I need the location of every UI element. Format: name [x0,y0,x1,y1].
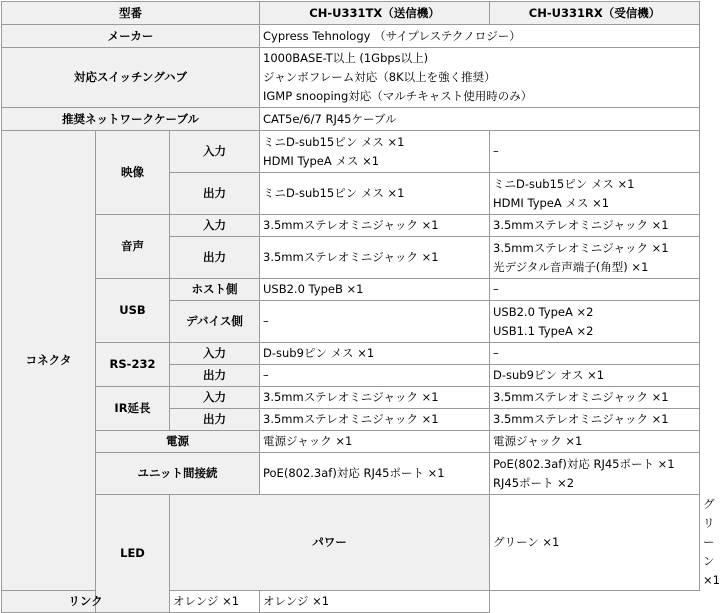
ir-input-row [2,387,700,409]
audio-input-label: 入力 [170,215,260,237]
tx-model-header: CH-U331TX（送信機） [260,2,490,25]
usb-host-tx: USB2.0 TypeB ×1 [260,279,490,301]
cable-label: 推奨ネットワークケーブル [2,108,260,131]
ir-output-rx: 3.5mmステレオミニジャック ×1 [490,409,700,431]
usb-device-label: デバイス側 [170,301,260,343]
video-output-rx-line: ミニD-sub15ピン メス ×1 [493,176,635,191]
rs232-input-label: 入力 [170,343,260,365]
unit-link-row [2,453,700,495]
led-link-label: リンク [2,591,170,613]
connector-label: コネクタ [2,131,96,591]
rs232-input-row [2,343,700,365]
video-output-rx [490,173,700,215]
audio-output-rx [490,237,700,279]
unit-link-tx: PoE(802.3af)対応 RJ45ポート ×1 [260,453,490,495]
ir-input-tx: 3.5mmステレオミニジャック ×1 [260,387,490,409]
power-row [2,431,700,453]
switching-hub-label: 対応スイッチングハブ [2,48,260,108]
header-row [2,2,700,25]
maker-label: メーカー [2,25,260,48]
led-power-label: パワー [170,495,490,591]
video-output-label: 出力 [170,173,260,215]
video-input-rx: – [490,131,700,173]
usb-host-label: ホスト側 [170,279,260,301]
power-rx: 電源ジャック ×1 [490,431,700,453]
video-output-rx-line: HDMI TypeA メス ×1 [493,195,610,210]
ir-label: IR延長 [96,387,170,431]
unit-link-rx-line: PoE(802.3af)対応 RJ45ポート ×1 [493,456,675,471]
usb-device-tx: – [260,301,490,343]
spec-table [1,1,720,613]
led-link-rx: オレンジ ×1 [260,591,490,613]
audio-input-rx: 3.5mmステレオミニジャック ×1 [490,215,700,237]
video-input-tx [260,131,490,173]
usb-host-rx: – [490,279,700,301]
rs232-input-tx: D-sub9ピン メス ×1 [260,343,490,365]
switching-hub-row [2,48,700,108]
usb-host-row [2,279,700,301]
cable-row [2,108,700,131]
video-input-row [2,131,700,173]
unit-link-rx-line: RJ45ポート ×2 [493,475,575,490]
ir-output-label: 出力 [170,409,260,431]
cable-value: CAT5e/6/7 RJ45ケーブル [260,108,700,131]
led-link-row [2,591,700,613]
rs232-input-rx: – [490,343,700,365]
power-tx: 電源ジャック ×1 [260,431,490,453]
rx-model-header: CH-U331RX（受信機） [490,2,700,25]
rs232-output-label: 出力 [170,365,260,387]
usb-device-rx [490,301,700,343]
rs232-label: RS-232 [96,343,170,387]
ir-input-label: 入力 [170,387,260,409]
switching-hub-line: IGMP snooping対応（マルチキャスト使用時のみ） [263,89,533,103]
audio-label: 音声 [96,215,170,279]
video-input-label: 入力 [170,131,260,173]
ir-input-rx: 3.5mmステレオミニジャック ×1 [490,387,700,409]
video-output-tx: ミニD-sub15ピン メス ×1 [260,173,490,215]
ir-output-tx: 3.5mmステレオミニジャック ×1 [260,409,490,431]
rs232-output-rx: D-sub9ピン オス ×1 [490,365,700,387]
switching-hub-value [260,48,700,108]
unit-link-label: ユニット間接続 [96,453,260,495]
unit-link-rx [490,453,700,495]
video-input-tx-line: ミニD-sub15ピン メス ×1 [263,134,405,149]
usb-device-rx-line: USB1.1 TypeA ×2 [493,323,594,338]
video-label: 映像 [96,131,170,215]
switching-hub-line: 1000BASE-T以上 (1Gbps以上) [263,51,429,65]
usb-label: USB [96,279,170,343]
led-power-row: LED パワー グリーン ×1 グリーン ×1 [2,495,700,591]
maker-row [2,25,700,48]
model-header: 型番 [2,2,260,25]
led-label: LED [96,495,170,613]
rs232-output-tx: – [260,365,490,387]
maker-value: Cypress Tehnology （サイプレステクノロジー） [260,25,700,48]
audio-input-row [2,215,700,237]
switching-hub-line: ジャンボフレーム対応（8K以上を強く推奨） [263,70,496,84]
audio-output-tx: 3.5mmステレオミニジャック ×1 [260,237,490,279]
led-link-tx: オレンジ ×1 [170,591,260,613]
audio-output-rx-line: 光デジタル音声端子(角型) ×1 [493,259,649,274]
audio-output-rx-line: 3.5mmステレオミニジャック ×1 [493,240,669,255]
video-input-tx-line: HDMI TypeA メス ×1 [263,153,380,168]
power-label: 電源 [96,431,260,453]
led-power-tx: グリーン ×1 [490,495,700,591]
audio-input-tx: 3.5mmステレオミニジャック ×1 [260,215,490,237]
audio-output-label: 出力 [170,237,260,279]
usb-device-rx-line: USB2.0 TypeA ×2 [493,304,594,319]
